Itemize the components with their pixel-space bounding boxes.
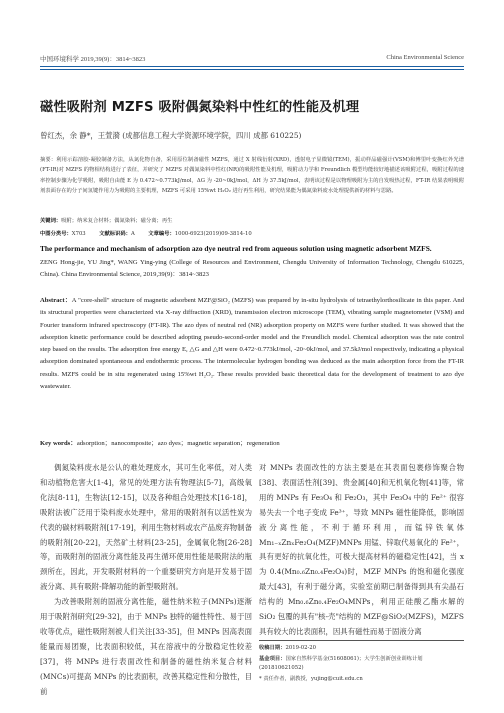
received-label: 收稿日期：: [259, 645, 286, 651]
english-title: The performance and mechanism of adsorption azo dye neutral red from aqueous solution using magnetic adsorbent MZFS.: [40, 244, 432, 253]
keywords-zh-label: 关键词：: [40, 218, 62, 224]
fund-text: 国家自然科学基金(51608061)；大学生创新创业训练计划(201810621052): [259, 656, 423, 671]
doc-code-label: 文献标识码：: [99, 231, 131, 237]
journal-citation: 中国环境科学 2019,39(9)：3814~3823: [40, 56, 146, 63]
footnote-rule: [259, 640, 464, 641]
footnote-fund: [259, 655, 464, 673]
english-abstract: [40, 295, 464, 393]
running-header: [40, 52, 464, 64]
english-keywords-label: Key words：: [40, 440, 77, 447]
authors-zh: 曾红杰，余 静*，王萱漪 (成都信息工程大学资源环境学院，四川 成都 610225): [40, 131, 302, 140]
article-no-value: 1000-6923(2019)09-3814-10: [174, 231, 252, 237]
header-rule: [40, 66, 464, 67]
received-date: 2019-02-20: [285, 645, 317, 651]
journal-name-en: China Environmental Science: [386, 54, 464, 61]
footnote-received: [259, 644, 464, 653]
footnote-corresponding: * 责任作者，副教授，yujing@cuit.edu.cn: [259, 676, 363, 682]
header-rule-thin: [40, 69, 464, 70]
english-abstract-text: A "core-shell" structure of magnetic adsorbent MZF@SiO₂ (MZFS) was prepared by in-situ hydrolysis of tetraethylorthosilicate in this paper. And its structural properties were characterized via X-ray diffraction (XRD), transmission electron microscope (TEM), vibrating sample magnetometer (VSM) and Fourier transform infrared spectroscopy (FT-IR). The azo dyes of neutral red (NR) adsorption property on MZFS were further studied. It was showed that the adsorption kinetic performance could be described adopting pseudo-second-order model and the Freundlich model. Chemical adsorption was the rate control step based on the results. The adsorption free energy E, △G and △H were 0.472~0.773kJ/mol, -20~0kJ/mol, and 37.5kJ/mol respectively, indicating a physical adsorption dominated spontaneous and endothermic process. The intermolecular hydrogen bonding was deduced as the main adsorption force from the FT-IR results. MZFS could be in situ regenerated using 15%wt H₂O₂. These results provided basic theoretical data for the development of treatment to azo dye wastewater.: [40, 297, 464, 391]
abstract-zh: 摘要：利用示踪溶胶-凝胶制备方法，从氮化物自备，采用原位制备磁性 MZFS，通过 X 射线衍射(XRD)，透射电子显微镜(TEM)，振动样品磁强计(VSM)和傅里叶变换红外光谱(FT-IR)对 MZFS 的物相结构进行了表征，并研究了 MZFS 对偶氮染料中性红(NR)的吸附性能及机理，吸附动力学和 Freundlich 模型均能较好地描述该吸附过程，吸附过程的速率控制步骤为化学吸附，吸附自由能 E 为 0.472~0.773kJ/mol，ΔG 为 -20~0kJ/mol，ΔH 为 37.5kJ/mol，表明该过程是以物理吸附为主的自发吸热过程，FT-IR 结果表明吸附剂表面存在的分子间氢键作用力为吸附的主要机理，MZFS 可采用 15%wt H₂O₂ 进行再生利用，研究结果能为偶氮染料废水处理提供新的材料与思路。: [40, 157, 464, 194]
paper-title: 磁性吸附剂 MZFS 吸附偶氮染料中性红的性能及机理: [40, 100, 360, 115]
doc-code-value: A: [130, 231, 135, 237]
body-paragraph: 偶氮染料废水是公认的难处理废水，其可生化率低，对人类和动植物危害大[1-4]，常见的处理方法有物理法[5-7]，高级氧化法[8-11]，生物法[12-15]，以及各种组合处理技术[16-18]，吸附法被广泛用于染料废水处理中，常用的吸附剂有以活性炭为代表的碳材料吸附剂[17-19]，利用生物材料或农产品废弃物制备的吸附剂[20-22]，天然矿土材料[23-25]，金属氧化物[26-28]等，而吸附剂的固液分离性能及再生循环使用性能是吸附法的瓶颈所在，因此，开发吸附材料的一个重要研究方向是开发易于固液分离、具有吸附-降解功能的新型吸附剂。: [40, 463, 252, 592]
article-no-label: 文章编号：: [148, 231, 175, 237]
keywords-zh: [40, 216, 464, 224]
english-keywords: [40, 437, 464, 447]
fund-label: 基金项目：: [259, 656, 286, 662]
body-paragraph: 为改善吸附剂的固液分离性能，磁性纳米粒子(MNPs)逐渐用于吸附剂研究[29-32]，由于 MNPs 独特的磁性特性、易于回收等优点，磁性吸附剂被人们关注[33-35]，但 MNPs 因高表面能量而易团聚，比表面积较低，其在溶液中的分散稳定性较差[37]，将 MNPs 进行表面改性和制备的磁性纳米复合材料(MNCs)可提高 MNPs 的比表面积，改善其稳定性和分散性，目前: [40, 597, 252, 696]
classification-line: [40, 229, 464, 237]
english-keywords-text: adsorption；nanocomposite；azo dyes；magnetic separation；regeneration: [76, 440, 280, 447]
body-column-left: [40, 461, 252, 700]
keywords-zh-text: 吸附；纳米复合材料；偶氮染料；磁分离；再生: [61, 218, 173, 224]
clc-value: X703: [71, 231, 86, 237]
body-column-right: [259, 461, 464, 639]
clc-label: 中图分类号：: [40, 231, 72, 237]
english-authors: ZENG Hong-jie, YU Jing*, WANG Ying-ying (College of Resources and Environment, Chengdu University of Information Technology, Chengdu 610225, China). China Environmental Science, 2019,39(9)：3814~3823: [40, 259, 464, 279]
body-paragraph: 对 MNPs 表面改性的方法主要是在其表面包裹修饰聚合物[38]、表面活性剂[39]、贵金属[40]和无机氧化物[41]等，常用的 MNPs 有 Fe₃O₄ 和 Fe₂O₃，其中 Fe₃O₄ 中的 Fe²⁺ 很容易失去一个电子变成 Fe³⁺，导致 MNPs 磁性能降低，影响固液分离性能，不利于循环利用，而锰锌铁氧体 Mn₁₋ₓZnₓFe₂O₄(MZF)MNPs 用锰、锌取代易氧化的 Fe²⁺，具有更好的抗氧化性，可极大提高材料的磁稳定性[42]，当 x 为 0.4(Mn₀.₆Zn₀.₄Fe₂O₄)时，MZF MNPs 的饱和磁化强度最大[43]，有利于磁分离，实验室前期已制备得到具有尖晶石结构的 Mn₀.₆Zn₀.₄Fe₂O₄MNPs，利用正硅酸乙酯水解的 SiO₂ 包覆的具有"核-壳"结构的 MZF@SiO₂(MZFS)，MZFS 具有较大的比表面积，因具有磁性而易于固液分离: [259, 463, 464, 636]
english-abstract-label: Abstract：: [40, 297, 72, 304]
